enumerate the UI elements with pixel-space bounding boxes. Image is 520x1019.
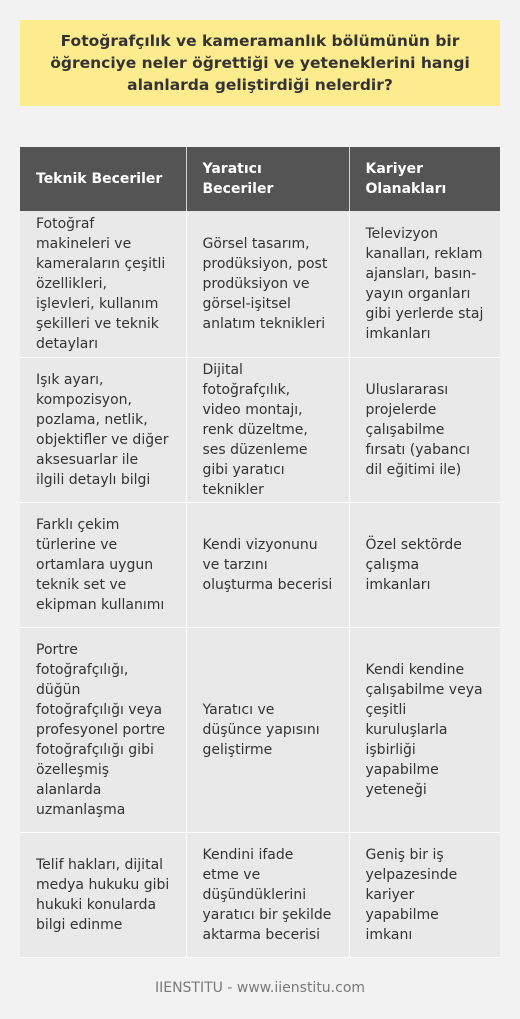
header-creative-skills: Yaratıcı Beceriler <box>186 147 349 211</box>
table-cell: Yaratıcı ve düşünce yapısını geliştirme <box>186 627 349 832</box>
table-cell: Portre fotoğrafçılığı, düğün fotoğrafçılığı veya profesyonel portre fotoğrafçılığı gibi özelleşmiş alanlarda uzmanlaşma <box>20 627 186 832</box>
header-technical-skills: Teknik Beceriler <box>20 147 186 211</box>
table-row <box>20 211 500 357</box>
table-cell: Farklı çekim türlerine ve ortamlara uygun teknik set ve ekipman kullanımı <box>20 502 186 627</box>
table-header-row <box>20 147 500 211</box>
comparison-table <box>20 147 500 958</box>
table-cell: Televizyon kanalları, reklam ajansları, basın-yayın organları gibi yerlerde staj imkanları <box>349 211 500 357</box>
table-cell: Özel sektörde çalışma imkanları <box>349 502 500 627</box>
table-row <box>20 627 500 832</box>
table-cell: Işık ayarı, kompozisyon, pozlama, netlik, objektifler ve diğer aksesuarlar ile ilgili detaylı bilgi <box>20 357 186 502</box>
title-banner <box>20 20 500 106</box>
table-cell: Görsel tasarım, prodüksiyon, post prodüksiyon ve görsel-işitsel anlatım teknikleri <box>186 211 349 357</box>
table-cell: Telif hakları, dijital medya hukuku gibi hukuki konularda bilgi edinme <box>20 832 186 957</box>
table-row <box>20 502 500 627</box>
table-cell: Dijital fotoğrafçılık, video montajı, renk düzeltme, ses düzenleme gibi yaratıcı teknikler <box>186 357 349 502</box>
table-cell: Geniş bir iş yelpazesinde kariyer yapabilme imkanı <box>349 832 500 957</box>
table-cell: Kendi vizyonunu ve tarzını oluşturma becerisi <box>186 502 349 627</box>
table-cell: Kendini ifade etme ve düşündüklerini yaratıcı bir şekilde aktarma becerisi <box>186 832 349 957</box>
header-career-opportunities: Kariyer Olanakları <box>349 147 500 211</box>
table-cell: Kendi kendine çalışabilme veya çeşitli kuruluşlarla işbirliği yapabilme yeteneği <box>349 627 500 832</box>
table-cell: Fotoğraf makineleri ve kameraların çeşitli özellikleri, işlevleri, kullanım şekilleri ve teknik detayları <box>20 211 186 357</box>
page-title: Fotoğrafçılık ve kameramanlık bölümünün bir öğrenciye neler öğrettiği ve yeteneklerini hangi alanlarda geliştirdiği nelerdir? <box>50 32 470 94</box>
footer-credit: IIENSTITU - www.iienstitu.com <box>154 980 366 996</box>
table-cell: Uluslararası projelerde çalışabilme fırsatı (yabancı dil eğitimi ile) <box>349 357 500 502</box>
table-row <box>20 832 500 957</box>
table-row <box>20 357 500 502</box>
